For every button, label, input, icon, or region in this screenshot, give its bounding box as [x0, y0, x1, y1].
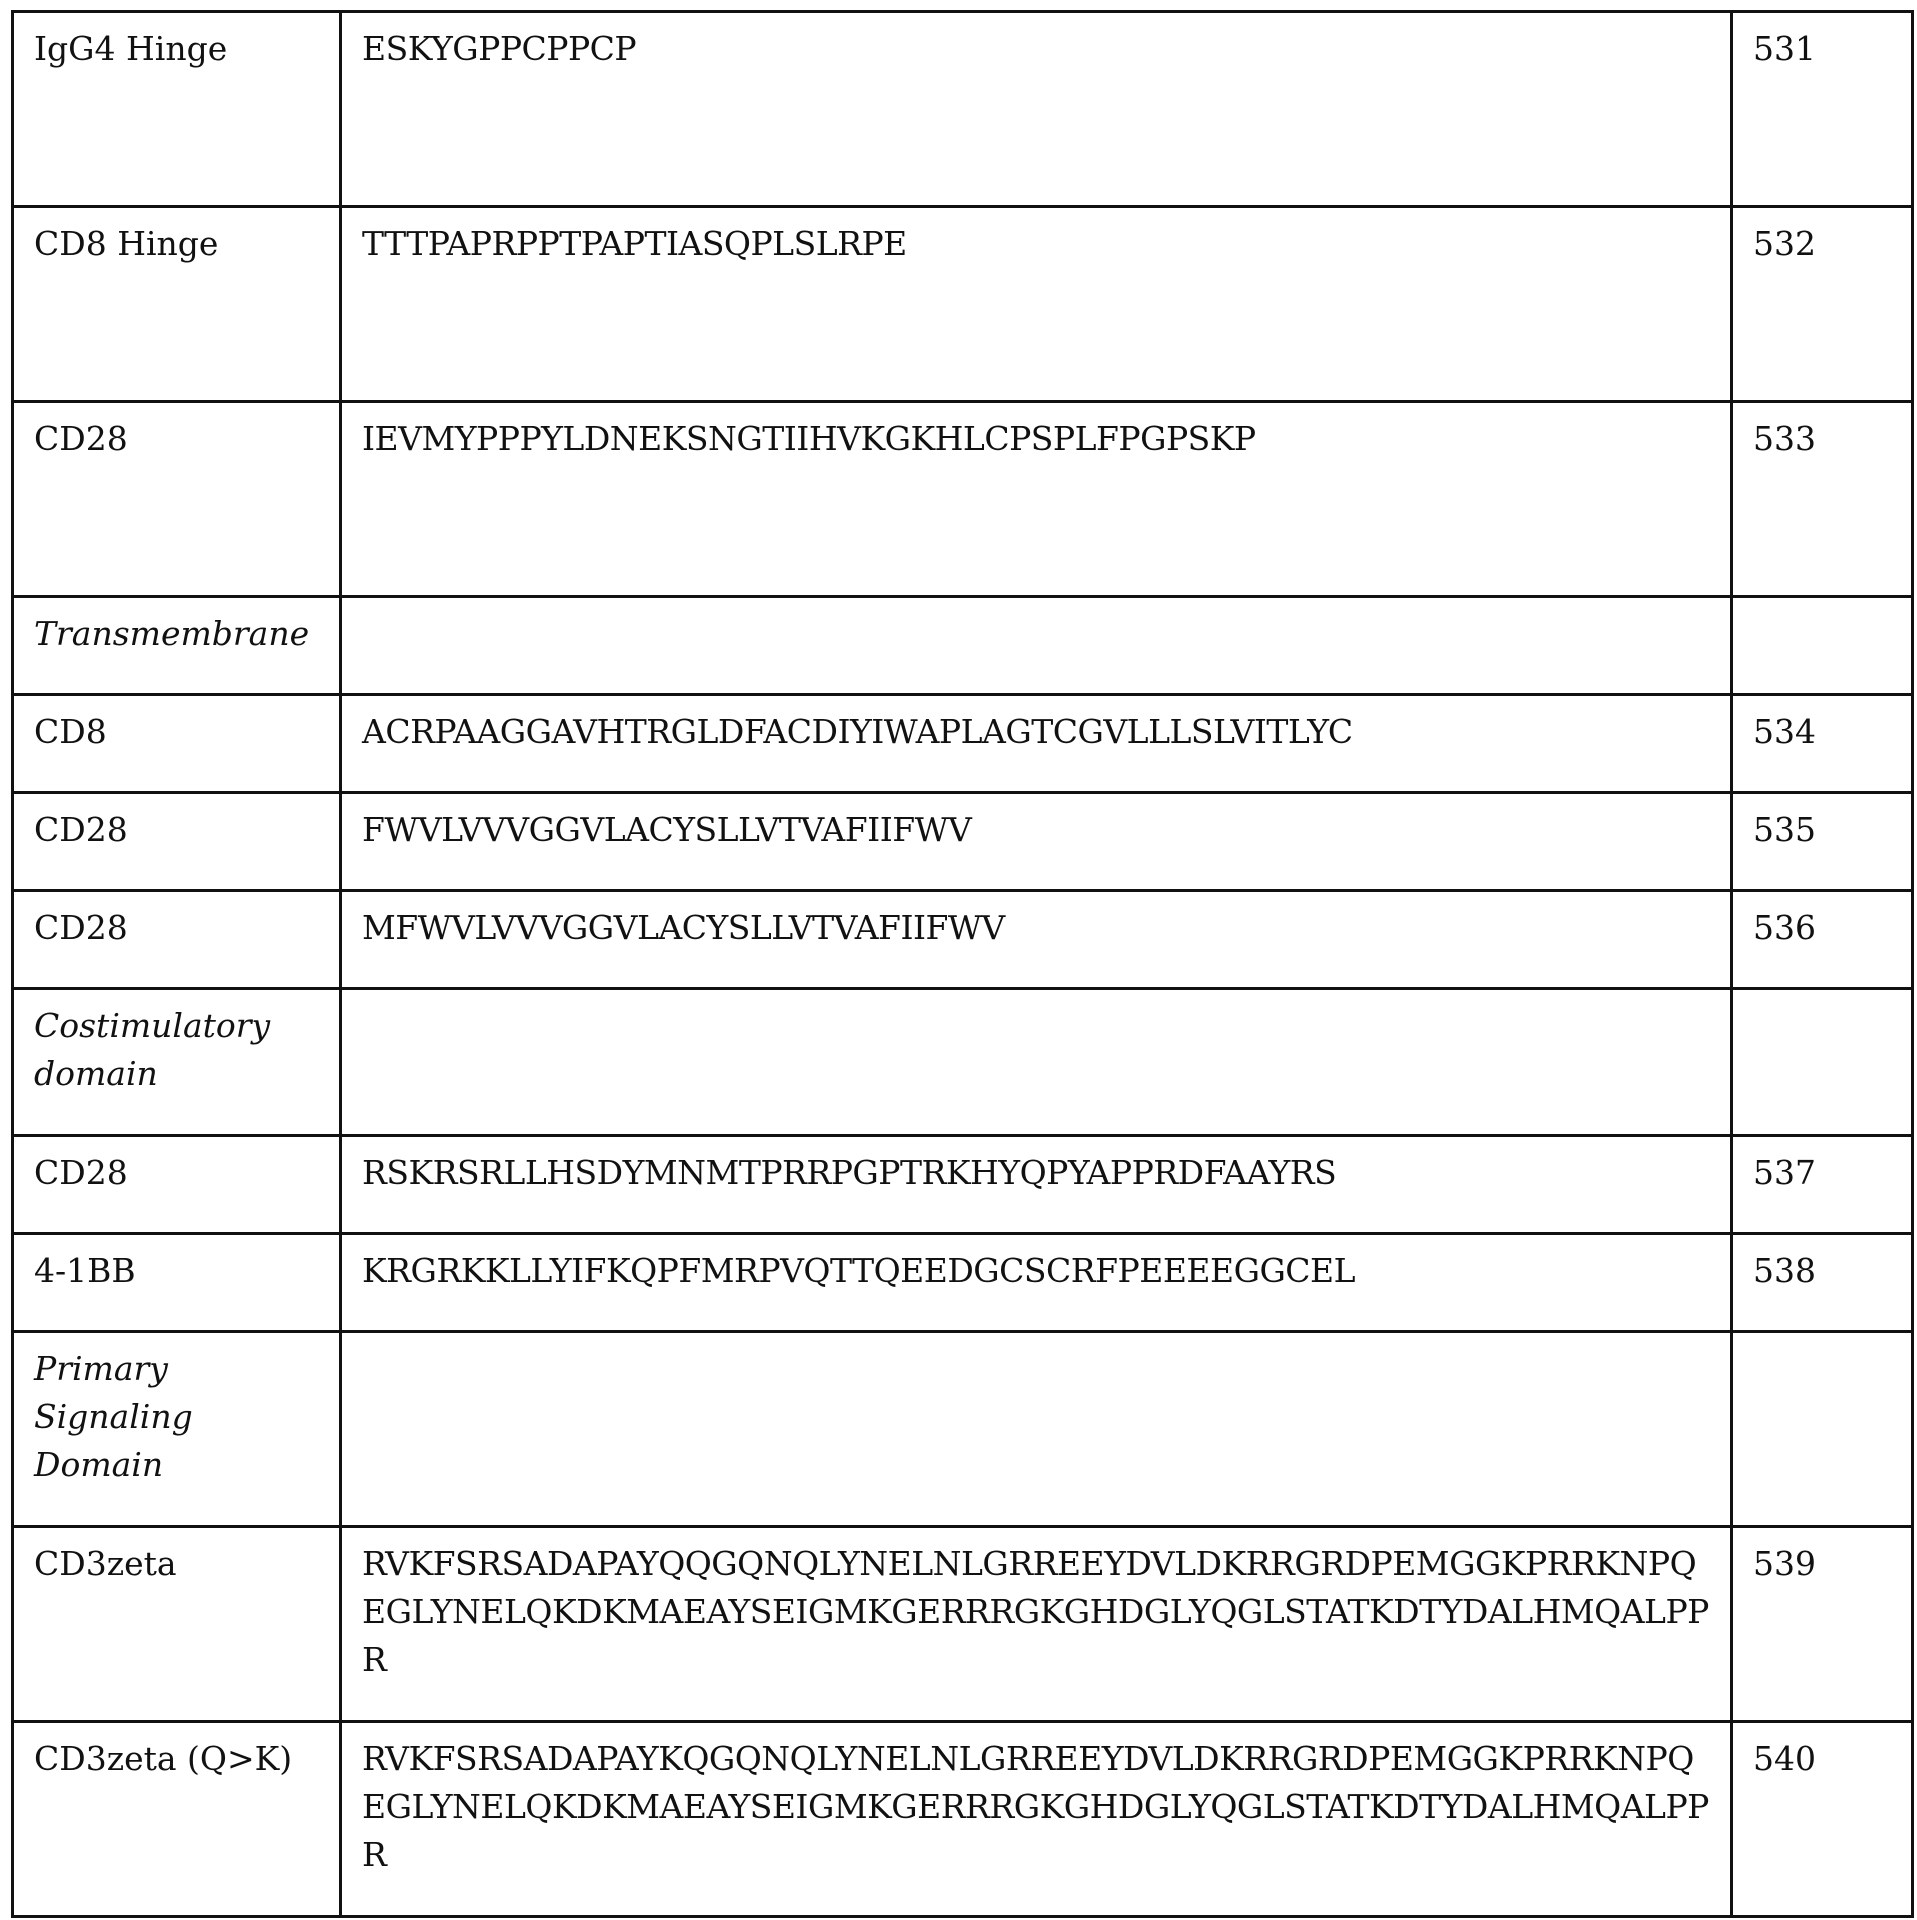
- domain-name-cell: 4-1BB: [13, 1234, 341, 1332]
- seq-id-cell: 532: [1732, 207, 1913, 402]
- sequence-text: FWVLVVVGGVLACYSLLVTVAFIIFWV: [362, 810, 972, 849]
- sequence-cell: [341, 1527, 1732, 1722]
- sequence-cell: [341, 891, 1732, 989]
- domain-name-cell: CD3zeta (Q>K): [13, 1722, 341, 1917]
- domain-name-cell: CD28: [13, 1136, 341, 1234]
- sequence-cell: [341, 1136, 1732, 1234]
- sequence-text: TTTPAPRPPTPAPTIASQPLSLRPE: [362, 224, 907, 263]
- seq-id-cell: 537: [1732, 1136, 1913, 1234]
- section-header-row: [13, 989, 1913, 1136]
- sequence-cell: [341, 793, 1732, 891]
- seq-id-cell: [1732, 597, 1913, 695]
- seq-id-cell: 539: [1732, 1527, 1913, 1722]
- sequence-text: ESKYGPPCPPCP: [362, 29, 637, 68]
- table-row: [13, 1136, 1913, 1234]
- section-heading-costimulatory: Costimulatory domain: [13, 989, 341, 1136]
- table-row: [13, 12, 1913, 207]
- sequence-cell: [341, 1332, 1732, 1527]
- table-row: [13, 1234, 1913, 1332]
- seq-id-cell: [1732, 989, 1913, 1136]
- sequence-cell: [341, 1234, 1732, 1332]
- section-heading-transmembrane: Transmembrane: [13, 597, 341, 695]
- seq-id-cell: 531: [1732, 12, 1913, 207]
- domain-name-cell: CD8 Hinge: [13, 207, 341, 402]
- seq-id-cell: 536: [1732, 891, 1913, 989]
- sequence-cell: [341, 402, 1732, 597]
- section-heading-primary-signaling: Primary Signaling Domain: [13, 1332, 341, 1527]
- section-header-row: [13, 597, 1913, 695]
- seq-id-cell: 533: [1732, 402, 1913, 597]
- seq-id-cell: 534: [1732, 695, 1913, 793]
- sequence-cell: [341, 12, 1732, 207]
- domain-name-cell: CD3zeta: [13, 1527, 341, 1722]
- section-header-row: [13, 1332, 1913, 1527]
- table-row: [13, 207, 1913, 402]
- domain-name-cell: CD28: [13, 402, 341, 597]
- sequence-cell: [341, 989, 1732, 1136]
- table-row: [13, 1527, 1913, 1722]
- sequence-text: MFWVLVVVGGVLACYSLLVTVAFIIFWV: [362, 908, 1005, 947]
- domain-name-cell: CD28: [13, 793, 341, 891]
- seq-id-cell: 538: [1732, 1234, 1913, 1332]
- table-row: [13, 1722, 1913, 1917]
- sequence-text: RVKFSRSADAPAYQQGQNQLYNELNLGRREEYDVLDKRRGRDPEMGGKPRRKNPQEGLYNELQKDKMAEAYSEIGMKGERRRGKGHDGLYQGLSTATKDTYDALHMQALPPR: [362, 1544, 1709, 1679]
- sequence-text: ACRPAAGGAVHTRGLDFACDIYIWAPLAGTCGVLLLSLVITLYC: [362, 712, 1353, 751]
- seq-id-cell: 535: [1732, 793, 1913, 891]
- domain-name-cell: CD8: [13, 695, 341, 793]
- seq-id-cell: 540: [1732, 1722, 1913, 1917]
- table-row: [13, 695, 1913, 793]
- sequence-text: KRGRKKLLYIFKQPFMRPVQTTQEEDGCSCRFPEEEEGGCEL: [362, 1251, 1356, 1290]
- sequence-cell: [341, 597, 1732, 695]
- table-row: [13, 891, 1913, 989]
- sequence-table: [11, 10, 1914, 1918]
- table-row: [13, 793, 1913, 891]
- table-row: [13, 402, 1913, 597]
- sequence-cell: [341, 207, 1732, 402]
- domain-name-cell: CD28: [13, 891, 341, 989]
- sequence-cell: [341, 1722, 1732, 1917]
- sequence-cell: [341, 695, 1732, 793]
- sequence-text: IEVMYPPPYLDNEKSNGTIIHVKGKHLCPSPLFPGPSKP: [362, 419, 1256, 458]
- sequence-text: RVKFSRSADAPAYKQGQNQLYNELNLGRREEYDVLDKRRGRDPEMGGKPRRKNPQEGLYNELQKDKMAEAYSEIGMKGERRRGKGHDGLYQGLSTATKDTYDALHMQALPPR: [362, 1739, 1709, 1874]
- domain-name-cell: IgG4 Hinge: [13, 12, 341, 207]
- sequence-text: RSKRSRLLHSDYMNMTPRRPGPTRKHYQPYAPPRDFAAYRS: [362, 1153, 1337, 1192]
- seq-id-cell: [1732, 1332, 1913, 1527]
